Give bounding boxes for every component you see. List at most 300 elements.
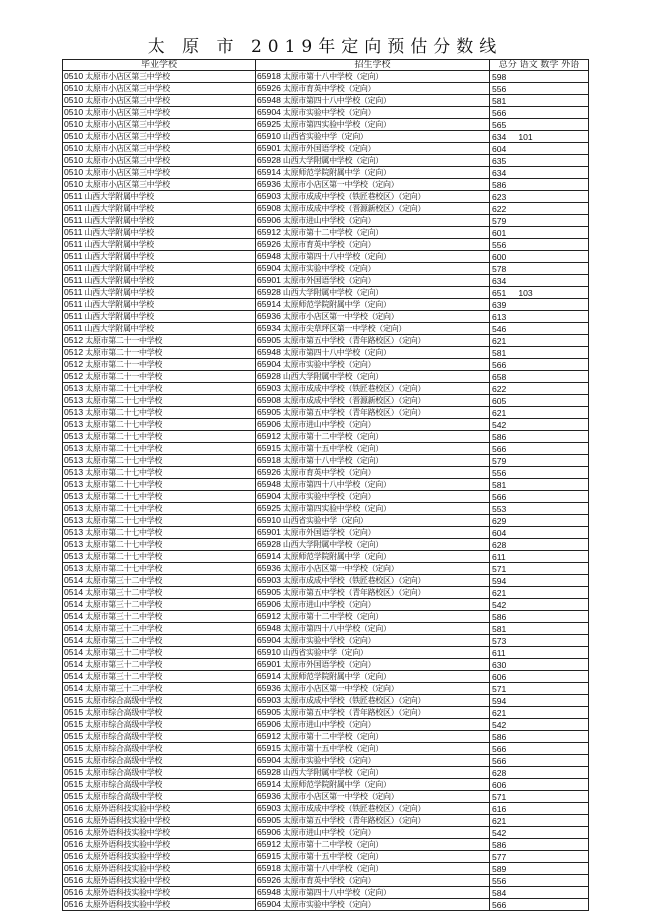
grad-school-cell <box>63 527 256 539</box>
enroll-school-code: 65901 <box>257 527 281 538</box>
table-row <box>63 323 589 335</box>
grad-school-name: 太原市第二十七中学校 <box>85 552 163 562</box>
total-score: 604 <box>492 527 507 538</box>
table-row <box>63 83 589 95</box>
total-score: 635 <box>492 155 507 166</box>
grad-school-code: 0513 <box>64 503 84 514</box>
enroll-school-name: 太原市第四十八中学校（定向） <box>282 348 391 358</box>
grad-school-name: 太原市第三十二中学校 <box>85 588 163 598</box>
total-score: 542 <box>492 599 507 610</box>
grad-school-name: 太原外语科技实验中学校 <box>85 876 170 886</box>
enroll-school-name: 太原市第四十八中学校（定向） <box>282 888 391 898</box>
grad-school-cell <box>63 551 256 563</box>
grad-school-cell <box>63 875 256 887</box>
table-header-row <box>63 60 589 71</box>
grad-school-cell <box>63 479 256 491</box>
enroll-school-cell <box>256 563 490 575</box>
grad-school-code: 0515 <box>64 731 84 742</box>
grad-school-cell <box>63 347 256 359</box>
grad-school-name: 山西大学附属中学校 <box>84 216 154 226</box>
enroll-school-cell <box>256 779 490 791</box>
enroll-school-cell <box>256 635 490 647</box>
page-title: 太 原 市 2019年定向预估分数线 <box>147 37 503 57</box>
table-row <box>63 611 589 623</box>
grad-school-cell <box>63 887 256 899</box>
table-row <box>63 515 589 527</box>
total-score: 566 <box>492 491 507 502</box>
enroll-school-code: 65925 <box>257 119 281 130</box>
grad-school-code: 0516 <box>64 803 84 814</box>
score-cell <box>490 827 589 839</box>
enroll-school-code: 65934 <box>257 323 281 334</box>
score-cell <box>490 119 589 131</box>
grad-school-code: 0511 <box>64 203 83 214</box>
grad-school-cell <box>63 791 256 803</box>
enroll-school-cell <box>256 599 490 611</box>
table-row <box>63 659 589 671</box>
grad-school-name: 太原市小店区第三中学校 <box>85 72 170 82</box>
enroll-school-code: 65918 <box>257 455 281 466</box>
table-row <box>63 491 589 503</box>
total-score: 639 <box>492 299 507 310</box>
grad-school-code: 0516 <box>64 851 84 862</box>
table-row <box>63 743 589 755</box>
grad-school-cell <box>63 695 256 707</box>
table-row <box>63 479 589 491</box>
enroll-school-code: 65910 <box>257 131 281 142</box>
grad-school-name: 太原市第二十一中学校 <box>85 348 163 358</box>
table-row <box>63 503 589 515</box>
grad-school-name: 太原市综合高级中学校 <box>85 708 163 718</box>
grad-school-code: 0515 <box>64 719 84 730</box>
table-row <box>63 203 589 215</box>
score-cell <box>490 287 589 299</box>
table-row <box>63 95 589 107</box>
total-score: 598 <box>492 71 507 82</box>
grad-school-name: 山西大学附属中学校 <box>84 240 154 250</box>
grad-school-name: 太原市小店区第三中学校 <box>85 84 170 94</box>
grad-school-name: 太原外语科技实验中学校 <box>85 840 170 850</box>
grad-school-code: 0513 <box>64 539 84 550</box>
total-score: 571 <box>492 791 507 802</box>
grad-school-name: 太原市第二十七中学校 <box>85 384 163 394</box>
grad-school-name: 太原市第三十二中学校 <box>85 660 163 670</box>
total-score: 556 <box>492 239 507 250</box>
enroll-school-name: 太原市第十二中学校（定向） <box>282 840 384 850</box>
grad-school-code: 0515 <box>64 791 84 802</box>
score-cell <box>490 107 589 119</box>
grad-school-code: 0512 <box>64 371 84 382</box>
score-cell <box>490 875 589 887</box>
enroll-school-name: 太原市进山中学校（定向） <box>282 720 376 730</box>
enroll-school-cell <box>256 491 490 503</box>
enroll-school-cell <box>256 167 490 179</box>
total-score: 586 <box>492 731 507 742</box>
grad-school-code: 0513 <box>64 443 84 454</box>
enroll-school-code: 65905 <box>257 707 281 718</box>
grad-school-cell <box>63 575 256 587</box>
grad-school-code: 0513 <box>64 455 84 466</box>
score-cell <box>490 803 589 815</box>
table-row <box>63 287 589 299</box>
score-cell <box>490 347 589 359</box>
enroll-school-name: 太原市成成中学校（铁匠巷校区）（定向） <box>282 192 426 202</box>
enroll-school-code: 65905 <box>257 815 281 826</box>
enroll-school-name: 太原市进山中学校（定向） <box>282 420 376 430</box>
grad-school-cell <box>63 671 256 683</box>
table-row <box>63 311 589 323</box>
grad-school-code: 0513 <box>64 383 84 394</box>
grad-school-name: 太原市综合高级中学校 <box>85 780 163 790</box>
grad-school-code: 0513 <box>64 563 84 574</box>
grad-school-code: 0510 <box>64 131 84 142</box>
score-cell <box>490 815 589 827</box>
enroll-school-code: 65915 <box>257 851 281 862</box>
table-row <box>63 767 589 779</box>
enroll-school-cell <box>256 287 490 299</box>
total-score: 605 <box>492 395 507 406</box>
total-score: 566 <box>492 743 507 754</box>
grad-school-cell <box>63 467 256 479</box>
enroll-school-code: 65904 <box>257 899 281 910</box>
enroll-school-code: 65906 <box>257 419 281 430</box>
enroll-school-cell <box>256 275 490 287</box>
table-row <box>63 443 589 455</box>
total-score: 573 <box>492 635 507 646</box>
score-cell <box>490 95 589 107</box>
grad-school-code: 0514 <box>64 683 84 694</box>
total-score: 611 <box>492 647 506 658</box>
table-row <box>63 275 589 287</box>
enroll-school-code: 65926 <box>257 467 281 478</box>
enroll-school-code: 65912 <box>257 731 281 742</box>
table-row <box>63 431 589 443</box>
total-score: 623 <box>492 191 507 202</box>
score-cell <box>490 731 589 743</box>
total-score: 628 <box>492 539 507 550</box>
grad-school-name: 山西大学附属中学校 <box>84 312 154 322</box>
grad-school-code: 0515 <box>64 743 84 754</box>
enroll-school-name: 太原市实验中学校（定向） <box>282 636 376 646</box>
enroll-school-cell <box>256 371 490 383</box>
table-row <box>63 851 589 863</box>
total-score: 566 <box>492 359 507 370</box>
enroll-school-cell <box>256 743 490 755</box>
total-score: 611 <box>492 551 506 562</box>
table-row <box>63 839 589 851</box>
enroll-school-cell <box>256 95 490 107</box>
enroll-school-cell <box>256 311 490 323</box>
score-cell <box>490 371 589 383</box>
enroll-school-code: 65926 <box>257 875 281 886</box>
enroll-school-code: 65948 <box>257 95 281 106</box>
table-row <box>63 359 589 371</box>
enroll-school-name: 太原市第十五中学校（定向） <box>282 852 384 862</box>
enroll-school-code: 65918 <box>257 863 281 874</box>
enroll-school-code: 65903 <box>257 191 281 202</box>
enroll-school-code: 65903 <box>257 575 281 586</box>
grad-school-cell <box>63 191 256 203</box>
enroll-school-cell <box>256 419 490 431</box>
enroll-school-code: 65914 <box>257 671 281 682</box>
score-cell <box>490 443 589 455</box>
grad-school-name: 太原市综合高级中学校 <box>85 744 163 754</box>
total-score: 622 <box>492 383 507 394</box>
chinese-score: 101 <box>518 131 533 142</box>
total-score: 634 <box>492 275 507 286</box>
grad-school-cell <box>63 839 256 851</box>
grad-school-name: 太原外语科技实验中学校 <box>85 852 170 862</box>
total-score: 566 <box>492 899 507 910</box>
enroll-school-name: 太原师范学院附属中学（定向） <box>282 672 391 682</box>
grad-school-cell <box>63 395 256 407</box>
score-cell <box>490 407 589 419</box>
enroll-school-cell <box>256 155 490 167</box>
enroll-school-name: 太原市成成中学校（铁匠巷校区）（定向） <box>282 384 426 394</box>
table-row <box>63 683 589 695</box>
grad-school-code: 0510 <box>64 107 84 118</box>
enroll-school-cell <box>256 263 490 275</box>
enroll-school-code: 65936 <box>257 683 281 694</box>
table-row <box>63 539 589 551</box>
grad-school-code: 0511 <box>64 299 83 310</box>
score-cell <box>490 383 589 395</box>
enroll-school-cell <box>256 251 490 263</box>
enroll-school-cell <box>256 215 490 227</box>
grad-school-code: 0516 <box>64 887 84 898</box>
total-score: 577 <box>492 851 507 862</box>
grad-school-cell <box>63 455 256 467</box>
table-row <box>63 407 589 419</box>
grad-school-code: 0510 <box>64 179 84 190</box>
total-score: 556 <box>492 83 507 94</box>
grad-school-name: 太原外语科技实验中学校 <box>85 804 170 814</box>
enroll-school-cell <box>256 515 490 527</box>
grad-school-code: 0512 <box>64 347 84 358</box>
grad-school-cell <box>63 803 256 815</box>
grad-school-name: 太原市小店区第三中学校 <box>85 180 170 190</box>
enroll-school-name: 山西大学附属中学校（定向） <box>282 156 384 166</box>
score-cell <box>490 239 589 251</box>
grad-school-cell <box>63 95 256 107</box>
grad-school-name: 山西大学附属中学校 <box>84 324 154 334</box>
grad-school-cell <box>63 227 256 239</box>
enroll-school-cell <box>256 587 490 599</box>
grad-school-code: 0512 <box>64 335 84 346</box>
table-row <box>63 179 589 191</box>
enroll-school-name: 太原市第四实验中学校（定向） <box>282 504 391 514</box>
enroll-school-code: 65912 <box>257 839 281 850</box>
table-row <box>63 227 589 239</box>
total-score: 553 <box>492 503 507 514</box>
score-cell <box>490 299 589 311</box>
enroll-school-cell <box>256 383 490 395</box>
table-row <box>63 467 589 479</box>
grad-school-cell <box>63 251 256 263</box>
grad-school-code: 0513 <box>64 551 84 562</box>
enroll-school-code: 65936 <box>257 179 281 190</box>
grad-school-cell <box>63 443 256 455</box>
score-cell <box>490 563 589 575</box>
grad-school-code: 0513 <box>64 467 84 478</box>
score-cell <box>490 419 589 431</box>
enroll-school-code: 65903 <box>257 383 281 394</box>
grad-school-name: 山西大学附属中学校 <box>84 192 154 202</box>
enroll-school-name: 太原市实验中学校（定向） <box>282 756 376 766</box>
enroll-school-name: 太原市第十二中学校（定向） <box>282 228 384 238</box>
enroll-school-code: 65912 <box>257 227 281 238</box>
enroll-school-name: 太原市实验中学校（定向） <box>282 492 376 502</box>
grad-school-cell <box>63 167 256 179</box>
enroll-school-name: 太原市第十八中学校（定向） <box>282 72 384 82</box>
grad-school-cell <box>63 287 256 299</box>
enroll-school-code: 65948 <box>257 347 281 358</box>
grad-school-name: 太原外语科技实验中学校 <box>85 864 170 874</box>
score-cell <box>490 671 589 683</box>
enroll-school-code: 65901 <box>257 275 281 286</box>
grad-school-code: 0513 <box>64 395 84 406</box>
grad-school-cell <box>63 263 256 275</box>
grad-school-name: 太原市小店区第三中学校 <box>85 132 170 142</box>
enroll-school-code: 65936 <box>257 563 281 574</box>
grad-school-name: 太原外语科技实验中学校 <box>85 888 170 898</box>
enroll-school-name: 太原市第十二中学校（定向） <box>282 732 384 742</box>
enroll-school-cell <box>256 203 490 215</box>
score-cell <box>490 779 589 791</box>
table-row <box>63 131 589 143</box>
header-grad-school: 毕业学校 <box>63 60 256 71</box>
enroll-school-code: 65906 <box>257 827 281 838</box>
grad-school-code: 0515 <box>64 779 84 790</box>
table-row <box>63 719 589 731</box>
enroll-school-code: 65905 <box>257 407 281 418</box>
table-row <box>63 71 589 83</box>
total-score: 542 <box>492 719 507 730</box>
table-row <box>63 731 589 743</box>
total-score: 566 <box>492 443 507 454</box>
enroll-school-cell <box>256 539 490 551</box>
enroll-school-name: 太原市成成中学校（晋源新校区）（定向） <box>282 396 426 406</box>
grad-school-name: 太原市第二十七中学校 <box>85 540 163 550</box>
score-cell <box>490 539 589 551</box>
score-cell <box>490 899 589 911</box>
enroll-school-code: 65925 <box>257 503 281 514</box>
grad-school-code: 0516 <box>64 875 84 886</box>
score-cell <box>490 395 589 407</box>
total-score: 634 <box>492 167 507 178</box>
score-cell <box>490 359 589 371</box>
table-row <box>63 527 589 539</box>
score-cell <box>490 71 589 83</box>
total-score: 581 <box>492 479 507 490</box>
total-score: 581 <box>492 623 507 634</box>
enroll-school-name: 太原市尖草坪区第一中学校（定向） <box>282 324 407 334</box>
enroll-school-name: 太原市第十二中学校（定向） <box>282 432 384 442</box>
score-cell <box>490 467 589 479</box>
grad-school-name: 太原外语科技实验中学校 <box>85 900 170 910</box>
total-score: 616 <box>492 803 507 814</box>
total-score: 622 <box>492 203 507 214</box>
score-cell <box>490 635 589 647</box>
total-score: 586 <box>492 431 507 442</box>
grad-school-name: 太原市综合高级中学校 <box>85 756 163 766</box>
enroll-school-name: 山西省实验中学（定向） <box>282 648 368 658</box>
enroll-school-name: 太原市第十二中学校（定向） <box>282 612 384 622</box>
enroll-school-name: 山西大学附属中学校（定向） <box>282 288 384 298</box>
enroll-school-code: 65928 <box>257 539 281 550</box>
grad-school-code: 0516 <box>64 839 84 850</box>
grad-school-name: 太原市第二十七中学校 <box>85 408 163 418</box>
table-row <box>63 419 589 431</box>
grad-school-code: 0516 <box>64 827 84 838</box>
enroll-school-name: 太原市进山中学校（定向） <box>282 828 376 838</box>
enroll-school-cell <box>256 467 490 479</box>
grad-school-name: 太原市第二十七中学校 <box>85 432 163 442</box>
enroll-school-code: 65926 <box>257 83 281 94</box>
enroll-school-name: 太原市第四实验中学校（定向） <box>282 120 391 130</box>
enroll-school-cell <box>256 659 490 671</box>
grad-school-name: 太原市综合高级中学校 <box>85 792 163 802</box>
total-score: 630 <box>492 659 507 670</box>
total-score: 621 <box>492 407 507 418</box>
enroll-school-cell <box>256 755 490 767</box>
score-cell <box>490 83 589 95</box>
enroll-school-name: 太原市小店区第一中学校（定向） <box>282 684 399 694</box>
score-cell <box>490 527 589 539</box>
enroll-school-cell <box>256 863 490 875</box>
enroll-school-cell <box>256 455 490 467</box>
table-row <box>63 779 589 791</box>
enroll-school-code: 65936 <box>257 311 281 322</box>
total-score: 628 <box>492 767 507 778</box>
enroll-school-cell <box>256 719 490 731</box>
enroll-school-name: 山西大学附属中学校（定向） <box>282 540 384 550</box>
total-score: 579 <box>492 455 507 466</box>
enroll-school-cell <box>256 83 490 95</box>
grad-school-code: 0515 <box>64 755 84 766</box>
grad-school-cell <box>63 203 256 215</box>
enroll-school-cell <box>256 527 490 539</box>
grad-school-cell <box>63 359 256 371</box>
enroll-school-cell <box>256 815 490 827</box>
enroll-school-name: 太原市第四十八中学校（定向） <box>282 480 391 490</box>
table-row <box>63 791 589 803</box>
table-row <box>63 263 589 275</box>
table-row <box>63 347 589 359</box>
enroll-school-name: 太原市实验中学校（定向） <box>282 900 376 910</box>
table-row <box>63 827 589 839</box>
enroll-school-cell <box>256 503 490 515</box>
enroll-school-name: 太原师范学院附属中学（定向） <box>282 300 391 310</box>
table-row <box>63 695 589 707</box>
table-row <box>63 815 589 827</box>
enroll-school-name: 太原市第四十八中学校（定向） <box>282 96 391 106</box>
enroll-school-name: 太原市外国语学校（定向） <box>282 660 376 670</box>
grad-school-name: 太原市第三十二中学校 <box>85 684 163 694</box>
grad-school-cell <box>63 107 256 119</box>
score-cell <box>490 431 589 443</box>
enroll-school-name: 太原市成成中学校（铁匠巷校区）（定向） <box>282 576 426 586</box>
enroll-school-code: 65904 <box>257 491 281 502</box>
enroll-school-cell <box>256 347 490 359</box>
grad-school-cell <box>63 407 256 419</box>
grad-school-cell <box>63 635 256 647</box>
score-cell <box>490 575 589 587</box>
enroll-school-cell <box>256 335 490 347</box>
grad-school-cell <box>63 743 256 755</box>
enroll-school-name: 太原市育英中学校（定向） <box>282 468 376 478</box>
table-row <box>63 215 589 227</box>
